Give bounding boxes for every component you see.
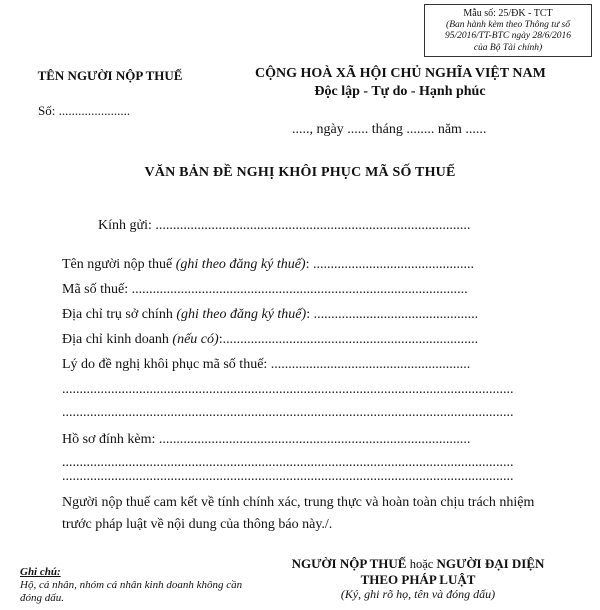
form-code-box: [424, 4, 592, 57]
form-note-line3: của Bộ Tài chính): [473, 42, 543, 53]
signature-instruction: (Ký, ghi rõ họ, tên và đóng dấu): [340, 587, 496, 601]
tax-code-field[interactable]: Mã số thuế: ................................................................................................: [62, 282, 468, 297]
signature-representative: NGƯỜI ĐẠI DIỆN: [433, 556, 545, 571]
attachments-blank-line-2[interactable]: .................................................................................................................................: [62, 469, 514, 484]
taxpayer-name-dots: : ..............................................: [305, 257, 474, 272]
head-office-dots: : ...............................................: [306, 307, 479, 322]
document-title: VĂN BẢN ĐỀ NGHỊ KHÔI PHỤC MÃ SỐ THUẾ: [144, 165, 456, 180]
signature-legal: THEO PHÁP LUẬT: [360, 572, 476, 587]
commitment-text: Người nộp thuế cam kết về tính chính xác, trung thực và hoàn toàn chịu trách nhiệm trước pháp luật về nội dung của thông báo này./.: [62, 495, 535, 532]
signature-title: [248, 556, 588, 572]
motto: Độc lập - Tự do - Hạnh phúc: [314, 84, 486, 99]
business-address-field[interactable]: [62, 332, 478, 348]
head-office-field[interactable]: [62, 307, 478, 323]
form-note-line2: 95/2016/TT-BTC ngày 28/6/2016: [445, 31, 571, 41]
form-code: Mẫu số: 25/ĐK - TCT: [463, 8, 553, 19]
business-address-dots: :.........................................................................: [218, 332, 479, 347]
form-note-line1: (Ban hành kèm theo Thông tư số: [446, 19, 570, 30]
head-office-label: Địa chỉ trụ sở chính: [62, 307, 177, 322]
reason-blank-line-1[interactable]: .................................................................................................................................: [62, 382, 514, 397]
taxpayer-name-label: Tên người nộp thuế: [62, 257, 176, 272]
notes-title: Ghi chú:: [20, 566, 61, 578]
taxpayer-name-field[interactable]: [62, 257, 474, 273]
recipient-field[interactable]: Kính gửi: ..........................................................................................: [98, 218, 471, 233]
notes-body: Hộ, cá nhân, nhóm cá nhân kinh doanh không cần đóng dấu.: [20, 579, 243, 604]
document-number: Số: ......................: [38, 103, 131, 118]
business-address-hint: (nếu có): [172, 332, 219, 347]
reason-field[interactable]: Lý do đề nghị khôi phục mã số thuế: .........................................................: [62, 357, 471, 372]
date-line: ....., ngày ...... tháng ........ năm ......: [292, 122, 487, 137]
head-office-hint: (ghi theo đăng ký thuế): [176, 307, 307, 322]
signature-taxpayer: NGƯỜI NỘP THUẾ: [291, 556, 410, 571]
business-address-label: Địa chỉ kinh doanh: [62, 332, 173, 347]
attachments-blank-line-1[interactable]: .................................................................................................................................: [62, 455, 514, 470]
attachments-field[interactable]: Hồ sơ đính kèm: .........................................................................................: [62, 432, 471, 447]
signature-or: hoặc: [409, 557, 434, 571]
taxpayer-name-hint: (ghi theo đăng ký thuế): [175, 257, 306, 272]
reason-blank-line-2[interactable]: .................................................................................................................................: [62, 405, 514, 420]
sender-label: TÊN NGƯỜI NỘP THUẾ: [37, 68, 183, 83]
republic-heading: CỘNG HOÀ XÃ HỘI CHỦ NGHĨA VIỆT NAM: [255, 66, 546, 81]
